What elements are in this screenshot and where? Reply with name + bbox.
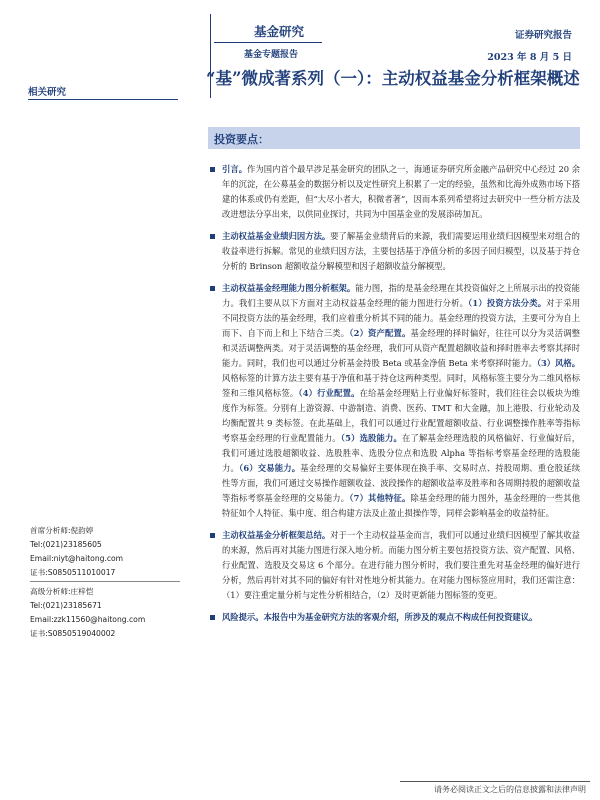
key-point-text: 能力图，指的是基金经理在其投资偏好之上所展示出的投资能力。我们主要从以下方面对主动权益基金经理的能力图进行分析。	[222, 283, 580, 308]
sidebar-rule	[28, 99, 178, 100]
key-point-subheading: （6）交易能力。	[238, 463, 301, 473]
key-point-text: 在了解基金经理选股的风格偏好、行业偏好后，我们可通过选股超额收益、选股胜率、选股分位点和选股 Alpha 等指标考察基金经理的选股能力。	[222, 433, 580, 473]
key-point-text: 风格标签的计算方法主要有基于净值和基于持仓这两种类型。同时，风格标签主要分为二维风格标签和三维风格标签。	[222, 373, 580, 398]
analyst-email: Email:niyt@haitong.com	[30, 554, 124, 563]
analyst-cert: 证书:S0850511010017	[30, 568, 116, 577]
header-subrule	[214, 42, 322, 43]
key-point-lead: 主动权益基金业绩归因方法。	[222, 231, 331, 241]
key-point-item	[206, 229, 580, 274]
analyst-cert: 证书:S0850519040002	[30, 629, 116, 638]
footer-rule	[400, 781, 590, 782]
key-point-subheading: （3）风格。	[536, 358, 580, 368]
key-points-label: 投资要点：	[214, 133, 269, 146]
key-point-subheading: （1）投资方法分类。	[468, 298, 547, 308]
key-point-subheading: （4）行业配置。	[298, 388, 360, 398]
key-point-item	[206, 281, 580, 521]
key-point-subheading: 本报告中为基金研究方法的客观介绍，所涉及的观点不构成任何投资建议。	[263, 612, 538, 622]
report-subcategory: 基金专题报告	[244, 50, 299, 60]
report-type: 证券研究报告	[514, 30, 572, 41]
key-points-list	[206, 162, 580, 632]
analyst-name: 高级分析师:庄梓恺	[30, 587, 94, 596]
analyst-email: Email:zzk11560@haitong.com	[30, 615, 146, 624]
analyst-contacts	[30, 524, 180, 641]
analyst-name: 首席分析师:倪韵婷	[30, 526, 94, 535]
disclaimer-footer: 请务必阅读正文之后的信息披露和法律声明	[434, 785, 586, 794]
analyst-tel: Tel:(021)23185605	[30, 540, 102, 549]
key-point-subheading: （7）其他特征。	[349, 493, 411, 503]
key-point-text: 除基金经理的能力图外，基金经理的一些其他特征如个人特征、集中度、组合构建方法及止盈止损操作等，同样会影响基金的收益特征。	[222, 493, 580, 518]
key-point-text: 基金经理的交易偏好主要体现在换手率、交易时点、持股周期、重仓股延续性等方面，我们可通过交易操作超额收益、波段操作的超额收益率及胜率和各周期持股的超额收益等指标考察基金经理的交易能力。	[222, 463, 580, 503]
report-category: 基金研究	[254, 24, 305, 39]
key-point-text: 在给基金经理贴上行业偏好标签时，我们往往会以板块为维度作为标签。分别有上游资源、中游制造、消费、医药、TMT 和大金融，加上港股、行业轮动及均衡配置共 9 类标签。在此基础上，我们可以通过行业配置超额收益、行业调整操作胜率等指标考察基金经理的行业配置能力。	[222, 388, 580, 443]
related-research-label: 相关研究	[28, 87, 67, 98]
key-point-subheading: （5）选股能力。	[340, 433, 402, 443]
report-date: 2023 年 8 月 5 日	[487, 52, 572, 63]
analyst-divider	[30, 581, 180, 582]
key-point-item	[206, 610, 580, 625]
analyst-tel: Tel:(021)23185671	[30, 601, 102, 610]
key-point-text: 要了解基金业绩背后的来源，我们需要运用业绩归因模型来对组合的收益率进行拆解。常见的业绩归因方法，主要包括基于净值分析的多因子回归模型，以及基于持仓分析的 Brinson 超额收益分解模型和因子超额收益分解模型。	[222, 231, 580, 271]
page-title: “基”微成著系列（一）：主动权益基金分析框架概述	[206, 69, 580, 88]
key-point-item	[206, 162, 580, 222]
key-point-text: 对于采用不同投资方法的基金经理，我们应着重分析其不同的能力。基金经理的投资方法，主要可分为自上而下、自下而上和上下结合三类。	[222, 298, 580, 338]
key-point-lead: 引言。	[222, 164, 248, 174]
key-point-lead: 风险提示。	[222, 612, 264, 622]
key-point-text: 作为国内首个最早涉足基金研究的团队之一，海通证券研究所金融产品研究中心经过 20 余年的沉淀，在公募基金的数据分析以及定性研究上积累了一定的经验，虽然和比海外成熟市场下搭建的体系或仍有差距，但“大尽小者大，积微者著”，因而本系列希望将过去研究中一些分析方法及改进想法分享出来，以供同业探讨，共同为中国基金业的发展添砖加瓦。	[222, 164, 580, 219]
key-point-text: 基金经理的择时偏好，往往可以分为灵活调整和灵活调整两类。对于灵活调整的基金经理，我们可从资产配置超额收益和择时胜率去考察其择时能力。同时，我们也可以通过分析基金持股 Beta 或基金净值 Beta 来考察择时能力。	[222, 328, 580, 368]
key-point-subheading: （2）资产配置。	[349, 328, 411, 338]
key-point-lead: 主动权益基金分析框架总结。	[222, 530, 331, 540]
key-point-text: 对于一个主动权益基金而言，我们可以通过业绩归因模型了解其收益的来源，然后再对其能力图进行深入地分析。而能力图分析主要包括投资方法、资产配置、风格、行业配置、选股及交易这 6 个部分。在进行能力图分析时，我们要注重先对基金经理的偏好进行分析，然后再针对其不同的偏好有针对性地分析其能力。在对能力图标签应用时，我们还需注意：（1）要注重定量分析与定性分析相结合，（2）及时更新能力图标签的变更。	[222, 530, 580, 600]
key-point-lead: 主动权益基金经理能力图分析框架。	[222, 283, 356, 293]
key-point-item	[206, 528, 580, 603]
